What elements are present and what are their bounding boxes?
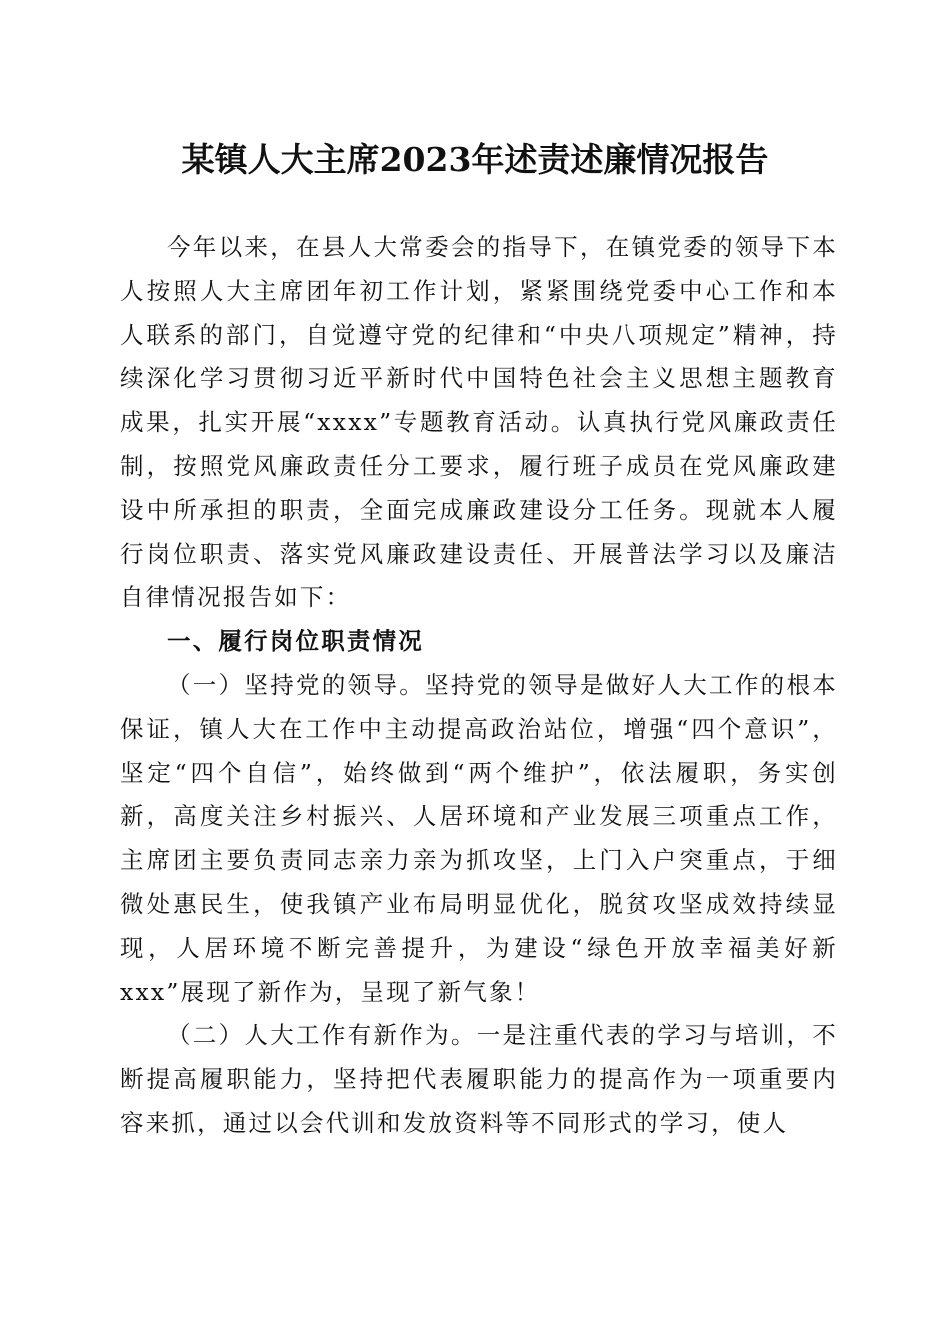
body-paragraph: （二）人大工作有新作为。一是注重代表的学习与培训，不断提高履职能力，坚持把代表履职能力的提高作为一项重要内容来抓，通过以会代训和发放资料等不同形式的学习，使人	[120, 1021, 838, 1137]
section-heading: 一、履行岗位职责情况	[167, 627, 424, 656]
document-body	[120, 226, 838, 1146]
body-paragraph: （一）坚持党的领导。坚持党的领导是做好人大工作的根本保证，镇人大在工作中主动提高政治站位，增强“四个意识”，坚定“四个自信”，始终做到“两个维护”，依法履职，务实创新，高度关注乡村振兴、人居环境和产业发展三项重点工作，主席团主要负责同志亲力亲为抓攻坚，上门入户突重点，于细微处惠民生，使我镇产业布局明显优化，脱贫攻坚成效持续显现，人居环境不断完善提升，为建设“绿色开放幸福美好新xxx”展现了新作为，呈现了新气象！	[120, 670, 838, 1006]
document-title: 某镇人大主席2023年述责述廉情况报告	[181, 140, 769, 179]
intro-paragraph: 今年以来，在县人大常委会的指导下，在镇党委的领导下本人按照人大主席团年初工作计划，紧紧围绕党委中心工作和本人联系的部门，自觉遵守党的纪律和“中央八项规定”精神，持续深化学习贯彻习近平新时代中国特色社会主义思想主题教育成果，扎实开展“xxxx”专题教育活动。认真执行党风廉政责任制，按照党风廉政责任分工要求，履行班子成员在党风廉政建设中所承担的职责，全面完成廉政建设分工任务。现就本人履行岗位职责、落实党风廉政建设责任、开展普法学习以及廉洁自律情况报告如下：	[120, 233, 838, 612]
